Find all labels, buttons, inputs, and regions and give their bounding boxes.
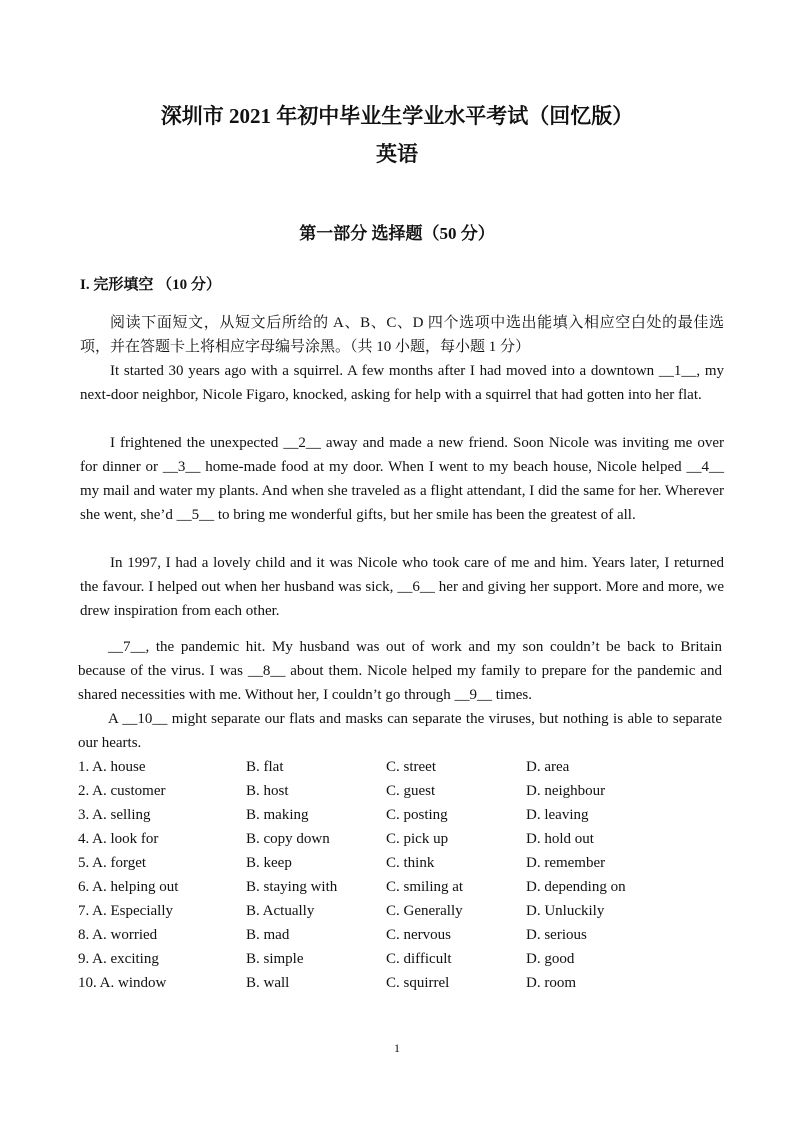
option-b: B. staying with <box>246 879 338 895</box>
option-row <box>78 899 718 923</box>
option-c: C. difficult <box>386 951 452 967</box>
option-b: B. host <box>246 783 289 799</box>
option-c: C. think <box>386 855 435 871</box>
option-c: C. nervous <box>386 927 451 943</box>
option-a: 7. A. Especially <box>78 903 173 919</box>
option-d: D. serious <box>526 927 587 943</box>
option-row <box>78 851 718 875</box>
option-d: D. leaving <box>526 807 589 823</box>
option-row <box>78 803 718 827</box>
option-row <box>78 971 718 995</box>
option-c: C. posting <box>386 807 448 823</box>
option-row <box>78 923 718 947</box>
option-a: 2. A. customer <box>78 783 166 799</box>
option-a: 10. A. window <box>78 975 167 991</box>
option-a: 1. A. house <box>78 759 146 775</box>
option-c: C. pick up <box>386 831 449 847</box>
option-b: B. wall <box>246 975 290 991</box>
option-b: B. copy down <box>246 831 330 847</box>
option-b: B. flat <box>246 759 284 775</box>
options-list <box>78 755 718 995</box>
option-a: 4. A. look for <box>78 831 159 847</box>
option-b: B. Actually <box>246 903 315 919</box>
option-b: B. mad <box>246 927 290 943</box>
passage-paragraph-1: It started 30 years ago with a squirrel. A few months after I had moved into a downtown __1__, my next-door neighbor, Nicole Figaro, knocked, asking for help with a squirrel that had gotten into her flat. <box>80 363 724 403</box>
page-number: 1 <box>394 1041 400 1055</box>
option-d: D. remember <box>526 855 606 871</box>
option-d: D. neighbour <box>526 783 606 799</box>
option-row <box>78 827 718 851</box>
option-d: D. area <box>526 759 570 775</box>
passage-paragraph-4: __7__, the pandemic hit. My husband was out of work and my son couldn’t be back to Britain because of the virus. I was __8__ about them. Nicole helped my family to prepare for the pandemic and shared necessities with me. Without her, I couldn’t go through __9__ times. <box>78 639 722 703</box>
option-a: 3. A. selling <box>78 807 151 823</box>
passage-paragraph-3: In 1997, I had a lovely child and it was Nicole who took care of me and him. Years later, I returned the favour. I helped out when her husband was sick, __6__ her and giving her support. More and more, we drew inspiration from each other. <box>80 555 724 619</box>
section-title: 第一部分 选择题（50 分） <box>299 224 495 243</box>
option-c: C. Generally <box>386 903 463 919</box>
option-row <box>78 875 718 899</box>
option-d: D. depending on <box>526 879 626 895</box>
part-heading: I. 完形填空 （10 分） <box>80 277 221 293</box>
exam-title: 深圳市 2021 年初中毕业生学业水平考试（回忆版） <box>160 104 634 128</box>
option-d: D. good <box>526 951 575 967</box>
option-row <box>78 755 718 779</box>
option-d: D. room <box>526 975 576 991</box>
option-c: C. smiling at <box>386 879 464 895</box>
passage-paragraph-5: A __10__ might separate our flats and masks can separate the viruses, but nothing is able to separate our hearts. <box>78 711 722 751</box>
instruction-text: 阅读下面短文，从短文后所给的 A、B、C、D 四个选项中选出能填入相应空白处的最佳选项，并在答题卡上将相应字母编号涂黑。（共 10 小题，每小题 1 分） <box>80 315 724 355</box>
option-row <box>78 779 718 803</box>
option-c: C. street <box>386 759 436 775</box>
option-d: D. hold out <box>526 831 594 847</box>
option-row <box>78 947 718 971</box>
option-a: 6. A. helping out <box>78 879 179 895</box>
option-a: 9. A. exciting <box>78 951 159 967</box>
option-b: B. keep <box>246 855 292 871</box>
option-b: B. making <box>246 807 309 823</box>
option-a: 8. A. worried <box>78 927 158 943</box>
option-c: C. squirrel <box>386 975 450 991</box>
option-d: D. Unluckily <box>526 903 605 919</box>
passage-paragraph-2: I frightened the unexpected __2__ away and made a new friend. Soon Nicole was inviting me over for dinner or __3__ home-made food at my door. When I went to my beach house, Nicole helped __4__ my mail and water my plants. And when she traveled as a flight attendant, I did the same for her. Wherever she went, she’d __5__ to bring me wonderful gifts, but her smile has been the greatest of all. <box>80 435 724 523</box>
option-a: 5. A. forget <box>78 855 147 871</box>
exam-subject: 英语 <box>376 142 418 166</box>
option-b: B. simple <box>246 951 304 967</box>
option-c: C. guest <box>386 783 436 799</box>
